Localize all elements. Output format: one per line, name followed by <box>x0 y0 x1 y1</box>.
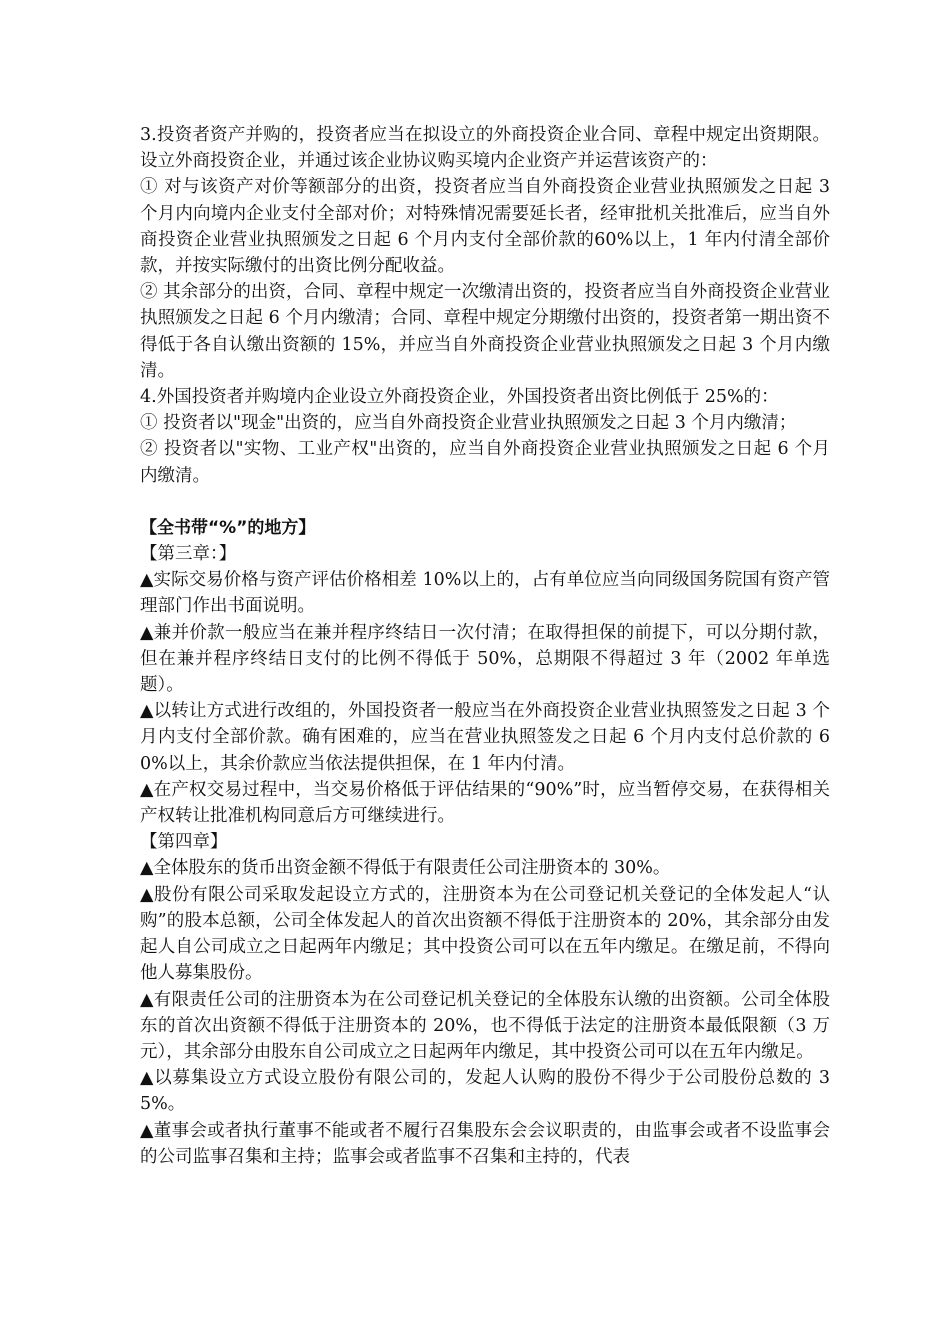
blank-line <box>140 489 830 515</box>
paragraph-foreign-investor: 4.外国投资者并购境内企业设立外商投资企业，外国投资者出资比例低于 25%的： <box>140 387 779 408</box>
chapter-4-item: ▲以募集设立方式设立股份有限公司的，发起人认购的股份不得少于公司股份总数的 35%。 <box>140 1068 830 1115</box>
chapter-4-label: 【第四章】 <box>140 832 228 853</box>
chapter-4-item: ▲董事会或者执行董事不能或者不履行召集股东会会议职责的，由监事会或者不设监事会的公司监事召集和主持；监事会或者监事不召集和主持的，代表 <box>140 1120 830 1167</box>
chapter-3-item: ▲在产权交易过程中，当交易价格低于评估结果的“90%”时，应当暂停交易，在获得相关产权转让批准机构同意后方可继续进行。 <box>140 779 830 827</box>
paragraph-cash-contribution: ① 投资者以"现金"出资的，应当自外商投资企业营业执照颁发之日起 3 个月内缴清； <box>140 413 797 434</box>
paragraph-item-1: ① 对与该资产对价等额部分的出资，投资者应当自外商投资企业营业执照颁发之日起 3 个月内向境内企业支付全部对价；对特殊情况需要延长者，经审批机关批准后，应当自外商投资企业营业执照颁发之日起 6 个月内支付全部价款的60%以上，1 年内付清全部价款，并按实际缴付的出资比例分配收益。 <box>140 177 830 277</box>
chapter-4-item: ▲有限责任公司的注册资本为在公司登记机关登记的全体股东认缴的出资额。公司全体股东的首次出资额不得低于注册资本的 20%，也不得低于法定的注册资本最低限额（3 万元），其余部分由股东自公司成立之日起两年内缴足，其中投资公司可以在五年内缴足。 <box>140 989 830 1062</box>
chapter-3-item: ▲以转让方式进行改组的，外国投资者一般应当在外商投资企业营业执照签发之日起 3 个月内支付全部价款。确有困难的，应当在营业执照签发之日起 6 个月内支付总价款的 60%以上，其余价款应当依法提供担保，在 1 年内付清。 <box>140 701 830 774</box>
chapter-4-item: ▲全体股东的货币出资金额不得低于有限责任公司注册资本的 30%。 <box>140 858 671 879</box>
chapter-3-label: 【第三章：】 <box>140 544 237 565</box>
section-heading: 【全书带“%”的地方】 <box>140 517 316 538</box>
paragraph-asset-acquisition: 3.投资者资产并购的，投资者应当在拟设立的外商投资企业合同、章程中规定出资期限。设立外商投资企业，并通过该企业协议购买境内企业资产并运营该资产的： <box>140 125 830 172</box>
document-page <box>140 122 830 1170</box>
chapter-3-item: ▲兼并价款一般应当在兼并程序终结日一次付清；在取得担保的前提下，可以分期付款，但在兼并程序终结日支付的比例不得低于 50%，总期限不得超过 3 年（2002 年单选题）。 <box>140 622 830 696</box>
chapter-4-item: ▲股份有限公司采取发起设立方式的，注册资本为在公司登记机关登记的全体发起人“认购”的股本总额，公司全体发起人的首次出资额不得低于注册资本的 20%，其余部分由发起人自公司成立之日起两年内缴足；其中投资公司可以在五年内缴足。在缴足前，不得向他人募集股份。 <box>140 884 830 984</box>
chapter-3-item: ▲实际交易价格与资产评估价格相差 10%以上的，占有单位应当向同级国务院国有资产管理部门作出书面说明。 <box>140 570 830 617</box>
paragraph-in-kind-contribution: ② 投资者以"实物、工业产权"出资的，应当自外商投资企业营业执照颁发之日起 6 个月内缴清。 <box>140 439 830 486</box>
paragraph-item-2: ② 其余部分的出资，合同、章程中规定一次缴清出资的，投资者应当自外商投资企业营业执照颁发之日起 6 个月内缴清；合同、章程中规定分期缴付出资的，投资者第一期出资不得低于各自认缴出资额的 15%，并应当自外商投资企业营业执照颁发之日起 3 个月内缴清。 <box>140 282 830 381</box>
